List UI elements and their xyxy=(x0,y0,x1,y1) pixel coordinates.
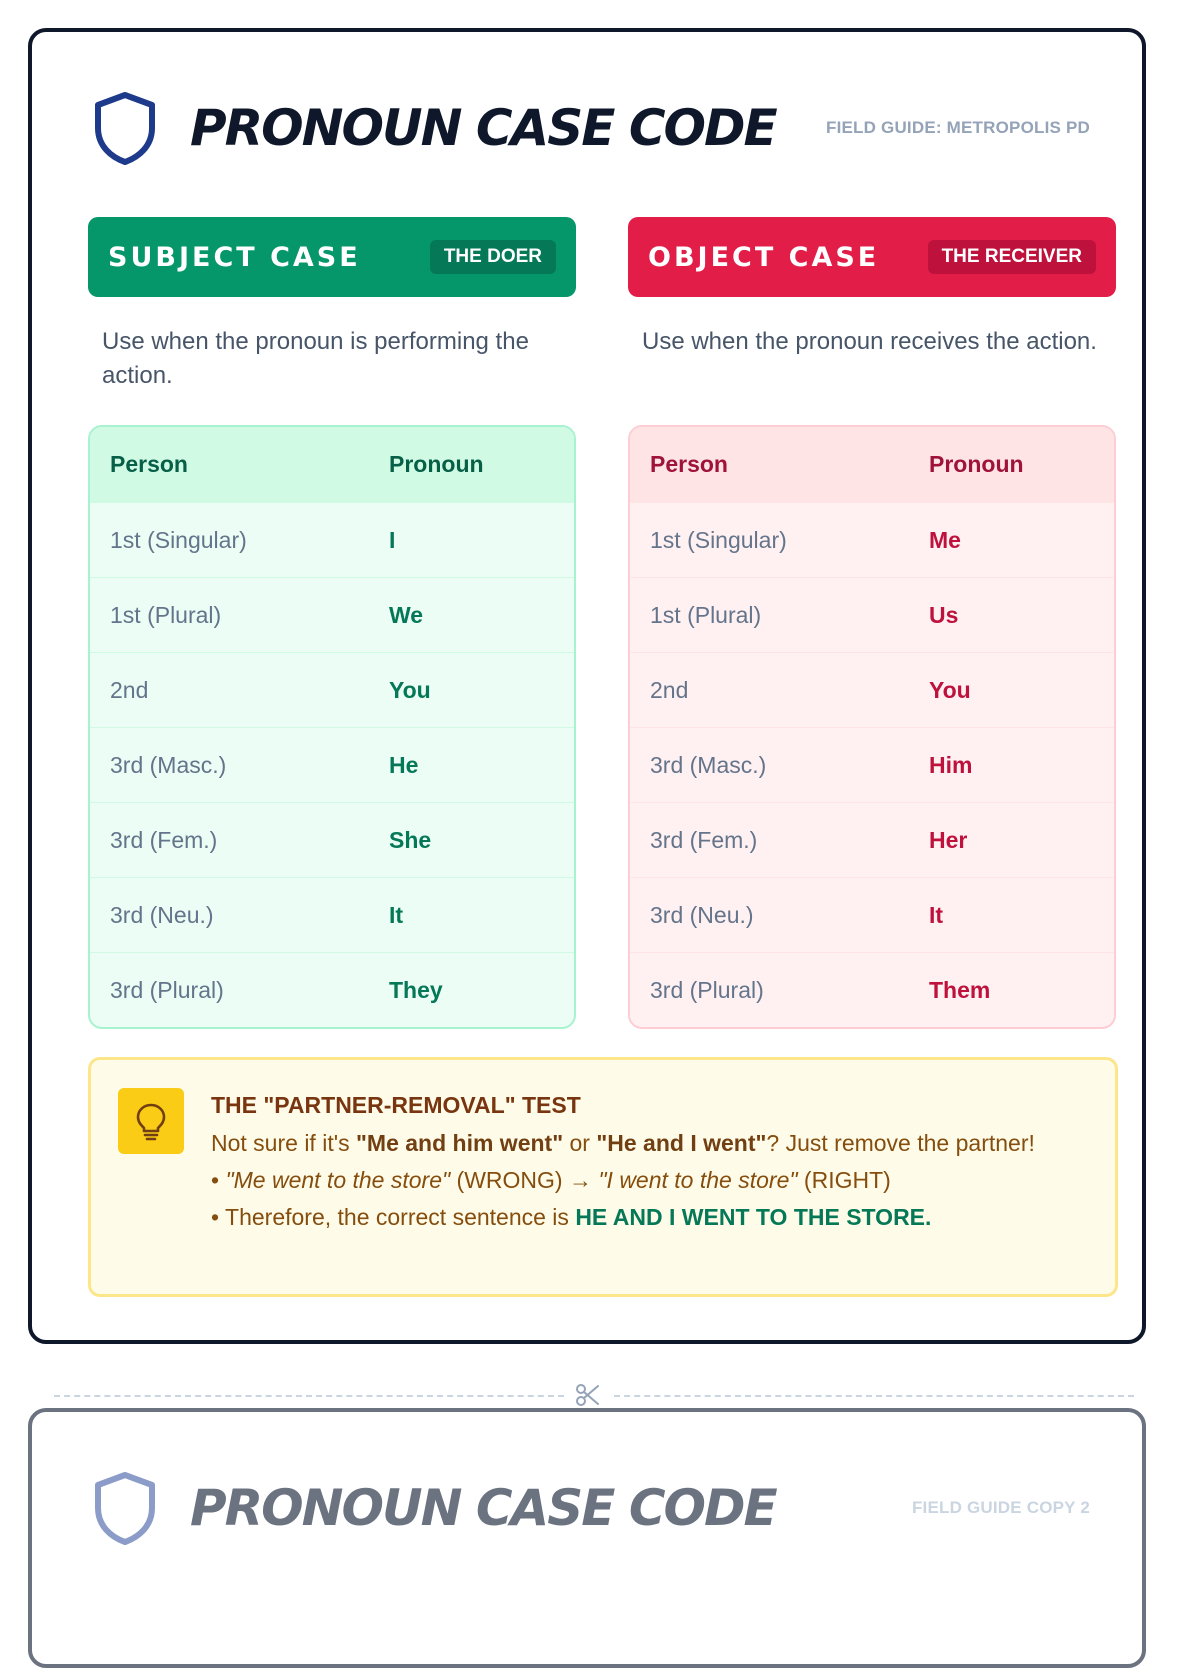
bullet-conclusion-text: Therefore, the correct sentence is xyxy=(225,1204,576,1230)
pronoun-cell: Me xyxy=(929,526,961,553)
person-cell: 1st (Plural) xyxy=(110,601,222,628)
tip-intro xyxy=(211,1124,1075,1162)
table-header-row xyxy=(630,427,1114,502)
brand xyxy=(92,1470,776,1546)
tip-intro-end: ? Just remove the partner! xyxy=(766,1130,1035,1156)
person-cell: 3rd (Fem.) xyxy=(650,826,758,853)
page-title: PRONOUN CASE CODE xyxy=(190,99,776,157)
subject-case-banner xyxy=(88,217,576,297)
tip-or-text: or xyxy=(563,1130,597,1156)
subject-case-description: Use when the pronoun is performing the action. xyxy=(102,328,529,389)
guide-card xyxy=(28,28,1146,1344)
table-row xyxy=(90,577,574,652)
object-pronoun-table xyxy=(628,425,1116,1029)
partner-removal-tip xyxy=(88,1057,1118,1297)
column-header-pronoun: Pronoun xyxy=(929,451,1024,477)
tip-body xyxy=(211,1090,1075,1236)
shield-icon xyxy=(92,90,158,166)
person-cell: 3rd (Plural) xyxy=(650,976,764,1003)
subject-case-title: SUBJECT CASE xyxy=(108,241,361,273)
person-cell: 3rd (Masc.) xyxy=(110,751,227,778)
pronoun-cell: Her xyxy=(929,826,968,853)
table-row xyxy=(90,652,574,727)
person-cell: 3rd (Fem.) xyxy=(110,826,218,853)
pronoun-cell: Us xyxy=(929,601,959,628)
tip-title: THE "PARTNER-REMOVAL" TEST xyxy=(211,1092,581,1118)
table-row xyxy=(630,952,1114,1027)
table-row xyxy=(630,727,1114,802)
field-guide-tag: FIELD GUIDE: METROPOLIS PD xyxy=(826,118,1090,137)
bullet-wrong-tag: (WRONG) → xyxy=(450,1167,599,1193)
person-cell: 2nd xyxy=(110,676,149,703)
object-case-description: Use when the pronoun receives the action. xyxy=(642,328,1097,355)
page-title-copy: PRONOUN CASE CODE xyxy=(190,1479,776,1537)
object-case-banner xyxy=(628,217,1116,297)
pronoun-cell: They xyxy=(389,976,443,1003)
pronoun-cell: She xyxy=(389,826,432,853)
subject-case-tag: THE DOER xyxy=(430,240,556,274)
column-header-pronoun: Pronoun xyxy=(389,451,484,477)
person-cell: 1st (Singular) xyxy=(110,526,247,553)
pronoun-cell: We xyxy=(389,601,424,628)
bullet-right-tag: (RIGHT) xyxy=(797,1167,891,1193)
table-row xyxy=(630,502,1114,577)
field-guide-copy-tag: FIELD GUIDE COPY 2 xyxy=(911,1498,1090,1517)
person-cell: 1st (Plural) xyxy=(650,601,762,628)
object-case-title: OBJECT CASE xyxy=(648,241,880,273)
table-row xyxy=(90,502,574,577)
table-row xyxy=(90,877,574,952)
table-row xyxy=(630,652,1114,727)
subject-pronoun-table xyxy=(88,425,576,1029)
tip-wrong-example: "Me and him went" xyxy=(356,1130,564,1156)
subject-case-column xyxy=(88,217,576,1029)
table-row xyxy=(630,802,1114,877)
table-row xyxy=(630,877,1114,952)
column-header-person: Person xyxy=(650,451,728,477)
person-cell: 3rd (Neu.) xyxy=(650,901,754,928)
person-cell: 1st (Singular) xyxy=(650,526,787,553)
table-row xyxy=(630,577,1114,652)
table-row xyxy=(90,802,574,877)
card-header xyxy=(92,1468,1090,1548)
tip-right-example: "He and I went" xyxy=(596,1130,767,1156)
person-cell: 3rd (Plural) xyxy=(110,976,224,1003)
bullet-right-sentence: "I went to the store" xyxy=(598,1167,798,1193)
object-case-tag: THE RECEIVER xyxy=(928,240,1096,274)
pronoun-cell: It xyxy=(389,901,404,928)
shield-icon xyxy=(92,1470,158,1546)
pronoun-cell: He xyxy=(389,751,419,778)
tip-bullet-2: • Therefore, the correct sentence is HE AND I WENT TO THE STORE. xyxy=(211,1204,932,1230)
tip-bullet-1: • "Me went to the store" (WRONG) → "I went to the store" (RIGHT) xyxy=(211,1167,891,1193)
pronoun-cell: Them xyxy=(929,976,991,1003)
object-case-column xyxy=(628,217,1116,1029)
pronoun-cell: Him xyxy=(929,751,973,778)
pronoun-cell: I xyxy=(389,526,396,553)
pronoun-cell: You xyxy=(389,676,431,703)
cut-line-right xyxy=(614,1395,1134,1397)
person-cell: 3rd (Neu.) xyxy=(110,901,214,928)
person-cell: 2nd xyxy=(650,676,689,703)
pronoun-cell: It xyxy=(929,901,944,928)
bullet-correct-answer: HE AND I WENT TO THE STORE. xyxy=(575,1204,932,1230)
scissors-icon xyxy=(574,1381,602,1409)
column-header-person: Person xyxy=(110,451,188,477)
card-header xyxy=(92,88,1090,168)
table-row xyxy=(90,952,574,1027)
pronoun-cell: You xyxy=(929,676,971,703)
cut-line-left xyxy=(54,1395,564,1397)
lightbulb-icon xyxy=(118,1088,184,1154)
table-row xyxy=(90,727,574,802)
brand xyxy=(92,90,776,166)
table-header-row xyxy=(90,427,574,502)
cut-line xyxy=(54,1380,1148,1410)
tip-intro-text: Not sure if it's xyxy=(211,1130,356,1156)
guide-card-copy xyxy=(28,1408,1146,1668)
person-cell: 3rd (Masc.) xyxy=(650,751,767,778)
bullet-wrong-sentence: "Me went to the store" xyxy=(225,1167,451,1193)
